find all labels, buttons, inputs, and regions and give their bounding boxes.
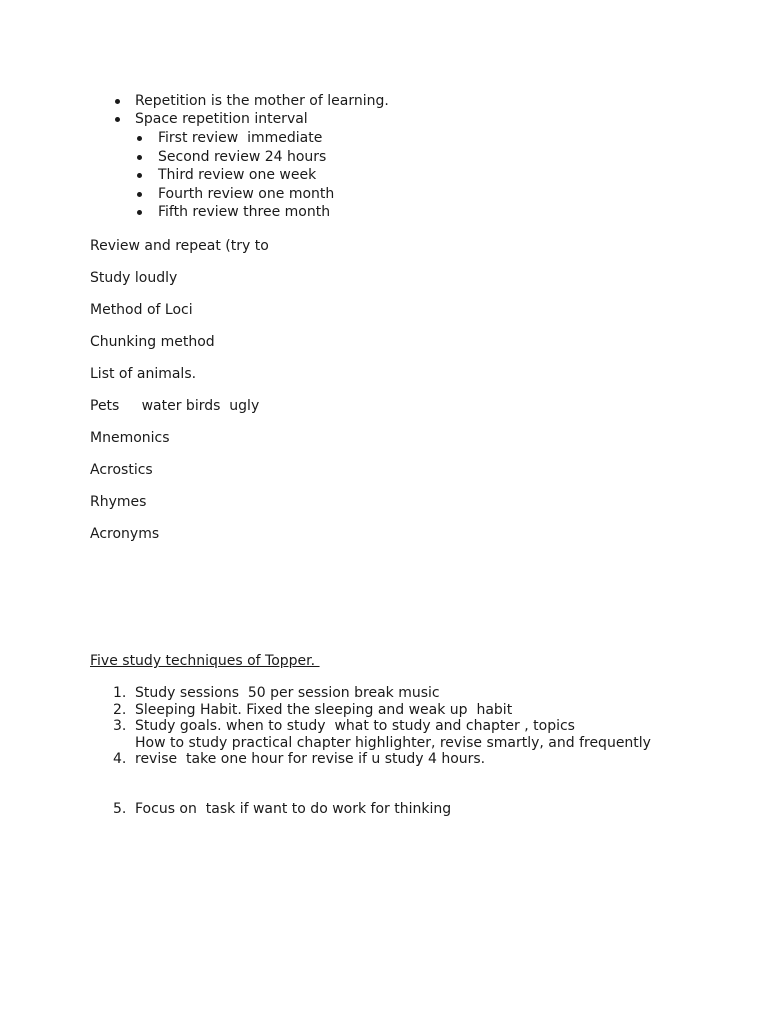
list-number: 4. (113, 751, 127, 767)
sub-bullet-dot (137, 155, 142, 160)
bullet-dot (115, 117, 120, 122)
numbered-item: Study sessions 50 per session break music (135, 685, 440, 701)
bullet-dot (115, 99, 120, 104)
sub-bullet-item: Third review one week (158, 167, 317, 183)
paragraph: Mnemonics (90, 430, 170, 446)
sub-bullet-dot (137, 173, 142, 178)
paragraph: Review and repeat (try to (90, 238, 269, 254)
paragraph: Rhymes (90, 494, 147, 510)
paragraph: List of animals. (90, 366, 197, 382)
numbered-item: Study goals. when to study what to study and chapter , topics (135, 718, 575, 734)
paragraph: Acronyms (90, 526, 160, 542)
sub-bullet-item: Second review 24 hours (158, 149, 327, 165)
bullet-item: Repetition is the mother of learning. (135, 93, 389, 109)
list-number: 2. (113, 702, 127, 718)
sub-bullet-item: First review immediate (158, 130, 323, 146)
section-heading: Five study techniques of Topper. (90, 653, 320, 669)
numbered-item: Sleeping Habit. Fixed the sleeping and weak up habit (135, 702, 513, 718)
numbered-item: revise take one hour for revise if u study 4 hours. (135, 751, 486, 767)
paragraph: Pets water birds ugly (90, 398, 260, 414)
sub-bullet-item: Fourth review one month (158, 186, 335, 202)
list-number: 1. (113, 685, 127, 701)
paragraph: Chunking method (90, 334, 215, 350)
bullet-item: Space repetition interval (135, 111, 308, 127)
sub-bullet-dot (137, 136, 142, 141)
sub-bullet-dot (137, 210, 142, 215)
paragraph: Method of Loci (90, 302, 193, 318)
sub-bullet-dot (137, 192, 142, 197)
list-number: 5. (113, 801, 127, 817)
numbered-item: Focus on task if want to do work for thinking (135, 801, 452, 817)
sub-bullet-item: Fifth review three month (158, 204, 331, 220)
paragraph: Acrostics (90, 462, 153, 478)
numbered-item-continuation: How to study practical chapter highlighter, revise smartly, and frequently (135, 735, 651, 751)
paragraph: Study loudly (90, 270, 178, 286)
list-number: 3. (113, 718, 127, 734)
